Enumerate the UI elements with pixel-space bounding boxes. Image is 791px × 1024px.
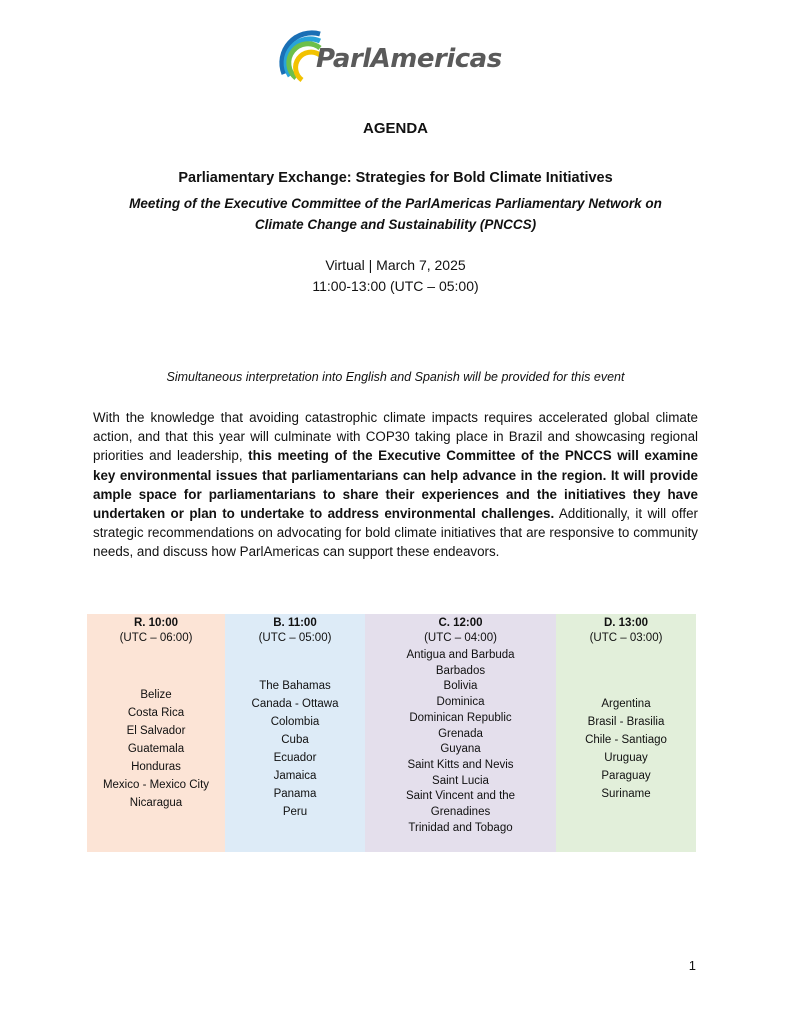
parlamericas-logo	[276, 26, 526, 96]
country-name: Argentina	[601, 698, 651, 710]
country-name: Panama	[273, 788, 317, 800]
country-list	[365, 648, 556, 850]
timezone-column	[225, 614, 365, 852]
timezone-column	[87, 614, 225, 852]
event-date: Virtual | March 7, 2025	[325, 257, 466, 273]
timezone-header	[556, 614, 696, 648]
country-name: Guatemala	[127, 743, 185, 755]
timezone-header	[87, 614, 225, 648]
country-name: El Salvador	[126, 725, 186, 737]
country-name: Nicaragua	[129, 797, 183, 809]
country-name: Jamaica	[273, 770, 317, 782]
subtitle-line: Climate Change and Sustainability (PNCCS)	[254, 217, 537, 232]
country-name: Chile - Santiago	[585, 734, 667, 746]
country-name: Saint Vincent and the	[405, 790, 516, 803]
country-name: Ecuador	[273, 752, 317, 764]
interpretation-note: Simultaneous interpretation into English and Spanish will be provided for this event	[166, 370, 625, 384]
timezone-heading: R. 10:00	[133, 617, 179, 629]
country-name: The Bahamas	[259, 680, 331, 692]
intro-text: With the knowledge that avoiding catastrophic climate impacts requires accelerated global climate action, and that this year will culminate with COP30 taking place in Brazil and showcasing regional priorities and leadership,	[93, 410, 698, 464]
timezone-table	[87, 614, 696, 852]
country-name: Guyana	[440, 743, 481, 756]
country-list	[87, 648, 225, 850]
page-heading: AGENDA	[362, 120, 428, 137]
intro-outro-text: Additionally, it will offer strategic recommendations on advocating for bold climate initiatives that are responsive to community needs, and discuss how ParlAmericas can support these endeavors.	[93, 506, 698, 560]
timezone-utc: (UTC – 03:00)	[589, 632, 663, 644]
timezone-header	[365, 614, 556, 648]
timezone-heading: C. 12:00	[438, 617, 483, 629]
timezone-column	[556, 614, 696, 852]
country-name: Colombia	[270, 716, 320, 728]
country-name: Antigua and Barbuda	[406, 649, 515, 661]
country-list	[556, 648, 696, 850]
intro-paragraph	[93, 408, 698, 562]
country-name: Cuba	[281, 734, 309, 746]
country-name: Brasil - Brasilia	[587, 716, 665, 728]
logo-text: ParlAmericas	[316, 44, 502, 74]
intro-bold-text: this meeting of the Executive Committee of the PNCCS will examine key environmental issues that parliamentarians can help advance in the region. It will provide ample space for parliamentarians to share their experiences and the initiatives they have undertaken or plan to undertake to address environmental challenges.	[93, 448, 698, 522]
timezone-utc: (UTC – 05:00)	[258, 632, 332, 644]
subtitle-line: Meeting of the Executive Committee of the ParlAmericas Parliamentary Network on	[129, 196, 662, 211]
country-name: Barbados	[435, 664, 486, 677]
event-title: Parliamentary Exchange: Strategies for Bold Climate Initiatives	[178, 170, 613, 186]
country-name: Canada - Ottawa	[251, 698, 339, 710]
country-name: Grenada	[438, 727, 483, 740]
country-name: Bolivia	[443, 680, 478, 693]
event-time: 11:00-13:00 (UTC – 05:00)	[312, 278, 479, 294]
timezone-column	[365, 614, 556, 852]
country-name: Dominican Republic	[409, 711, 512, 724]
timezone-utc: (UTC – 06:00)	[119, 632, 193, 644]
country-name: Costa Rica	[127, 707, 185, 719]
country-name: Suriname	[601, 788, 651, 800]
country-name: Uruguay	[604, 752, 648, 764]
timezone-utc: (UTC – 04:00)	[424, 632, 497, 644]
country-name: Dominica	[436, 696, 485, 709]
country-list	[225, 648, 365, 850]
timezone-header	[225, 614, 365, 648]
country-name: Saint Kitts and Nevis	[407, 758, 514, 771]
country-name: Saint Lucia	[432, 774, 489, 787]
country-name: Honduras	[131, 761, 181, 773]
country-name: Mexico - Mexico City	[102, 779, 210, 791]
event-meta	[0, 255, 791, 297]
country-name: Grenadines	[430, 806, 491, 819]
event-subtitle	[0, 193, 791, 235]
timezone-heading: D. 13:00	[603, 617, 649, 629]
country-name: Peru	[282, 806, 308, 818]
timezone-heading: B. 11:00	[273, 617, 317, 629]
page-number: 1	[688, 958, 696, 973]
country-name: Trinidad and Tobago	[408, 821, 513, 834]
country-name: Paraguay	[601, 770, 651, 782]
country-name: Belize	[140, 689, 172, 701]
